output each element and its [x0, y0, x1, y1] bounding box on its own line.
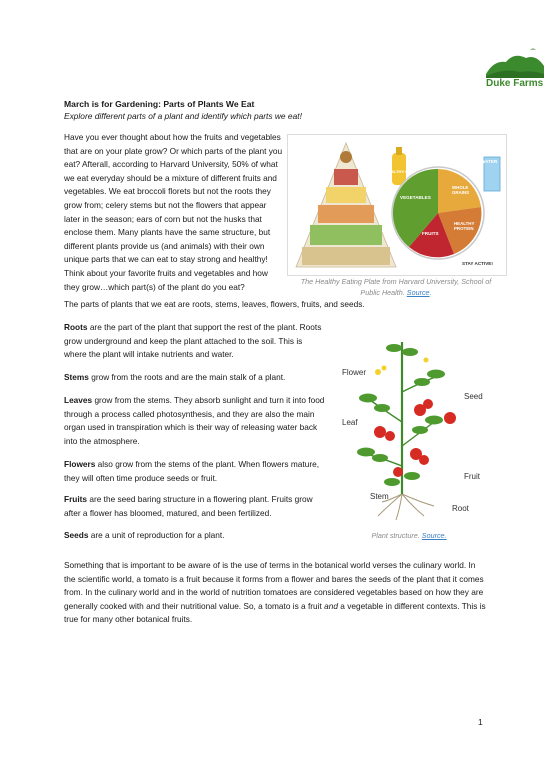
stems-paragraph: Stems grow from the roots and are the main stalk of a plant.	[64, 372, 286, 382]
plate-caption: The Healthy Eating Plate from Harvard University, School of Public Health. Source.	[300, 277, 492, 297]
plate-label-stay-active: STAY ACTIVE!	[462, 261, 493, 266]
plate-label-healthy-oils: HEALTHY OILS	[385, 169, 415, 174]
duke-farms-logo	[484, 40, 546, 94]
plant-label-fruit: Fruit	[464, 472, 480, 481]
plate-label-healthy-protein: HEALTHY PROTEIN	[454, 221, 475, 231]
parts-intro: The parts of plants that we eat are roots, stems, leaves, flowers, fruits, and seeds.	[64, 299, 365, 309]
logo-brand-text: Duke Farms	[486, 78, 544, 89]
flowers-paragraph: Flowers also grow from the stems of the plant. When flowers mature, they will often time produce seeds or fruit.	[64, 459, 320, 483]
page-subtitle: Explore different parts of a plant and identify which parts we eat!	[64, 111, 302, 121]
intro-paragraph: Have you ever thought about how the fruits and vegetables that are on your plate grow? Or which parts of the plant you eat? Afterall, according to Harvard University, 50% of what we eat everyday should be a mixture of different fruits and vegetables. We eat broccoli florets but not the roots they grow from; celery stems but not the flowers that appear later in the season; ears of corn but not the husks that enclose them. Many plants have the same structure, but different plants provide us (and animals) with their own unique parts that we can eat to stay strong and healthy! Think about your favorite fruits and vegetables and how they grow…which part(s) of the plant do you eat?	[64, 132, 283, 292]
plant-label-leaf: Leaf	[342, 418, 358, 427]
plant-caption: Plant structure. Source.	[371, 531, 447, 540]
healthy-eating-plate-figure	[287, 134, 507, 276]
page-number: 1	[478, 717, 483, 727]
leaves-paragraph: Leaves grow from the stems. They absorb sunlight and turn it into food through a process called photosynthesis, and they are also the main organ used in transpiration which is their way of releasing water back into the atmosphere.	[64, 395, 325, 446]
plant-structure-figure	[338, 326, 496, 522]
plate-label-whole-grains: WHOLE GRAINS	[452, 185, 470, 195]
plant-source-link[interactable]: Source.	[421, 531, 447, 540]
plate-label-vegetables: VEGETABLES	[400, 195, 431, 200]
tomato-plant-image	[338, 326, 496, 522]
seeds-paragraph: Seeds are a unit of reproduction for a plant.	[64, 530, 225, 540]
plant-label-root: Root	[452, 504, 469, 513]
plate-label-water: WATER	[481, 159, 498, 164]
closing-paragraph: Something that is important to be aware of is the use of terms in the botanical world verses the culinary world. In the scientific world, a tomato is a fruit because it forms from a flower and bares the seeds of the plant that it comes from. In the culinary world and in the world of nutrition tomatoes are considered vegetables based on how they are generally cooked with and their nutritional value. So, a tomato is a fruit and a vegetable in different contexts. This is true for many other botanical fruits.	[64, 560, 486, 625]
roots-paragraph: Roots are the part of the plant that support the rest of the plant. Roots grow underground and keep the plant attached to the soil. This is where the plant will intake nutrients and water.	[64, 322, 322, 360]
plant-label-flower: Flower	[342, 368, 367, 377]
fruits-paragraph: Fruits are the seed baring structure in a flowering plant. Fruits grow after a flower has bloomed, matured, and been fertilized.	[64, 494, 313, 518]
food-pyramid-and-plate-image	[288, 135, 506, 275]
plant-label-stem: Stem	[370, 492, 389, 501]
page-title: March is for Gardening: Parts of Plants We Eat	[64, 99, 255, 109]
plate-source-link[interactable]: Source	[406, 288, 430, 297]
plate-label-fruits: FRUITS	[422, 231, 439, 236]
plant-label-seed: Seed	[464, 392, 483, 401]
